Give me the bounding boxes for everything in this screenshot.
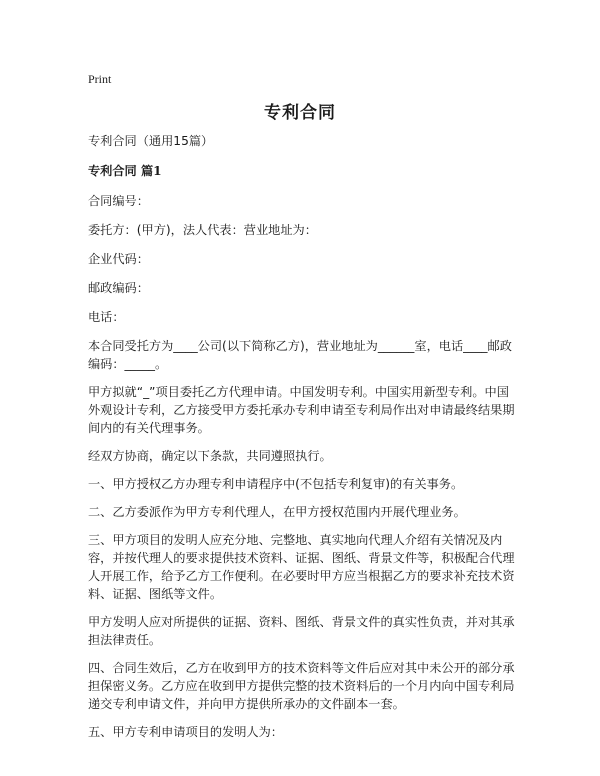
paragraph-contract-number: 合同编号： (88, 194, 149, 208)
document-body (88, 132, 518, 751)
document-subtitle: 专利合同（通用15篇） (88, 134, 214, 148)
paragraph-client: 委托方：(甲方)，法人代表：营业地址为： (88, 223, 317, 237)
paragraph-clause-5: 五、甲方专利申请项目的发明人为： (88, 725, 283, 739)
paragraph-clause-1: 一、甲方授权乙方办理专利申请程序中(不包括专利复审)的有关事务。 (88, 477, 464, 491)
paragraph-phone: 电话： (88, 310, 125, 324)
document-title: 专利合同 (264, 103, 336, 123)
paragraph-enterprise-code: 企业代码： (88, 252, 149, 266)
paragraph-clause-2: 二、乙方委派作为甲方专利代理人，在甲方授权范围内开展代理业务。 (88, 505, 466, 519)
print-label: Print (88, 72, 112, 86)
paragraph-agreement: 经双方协商，确定以下条款，共同遵照执行。 (88, 449, 332, 463)
paragraph-commission: 甲方拟就“_”项目委托乙方代理申请。中国发明专利。中国实用新型专利。中国外观设计专利，乙方接受甲方委托承办专利申请至专利局作出对申请最终结果期间内的有关代理事务。 (88, 385, 515, 435)
paragraph-clause-3: 三、甲方项目的发明人应充分地、完整地、真实地向代理人介绍有关情况及内容，并按代理人的要求提供技术资料、证据、图纸、背景文件等，积极配合代理人开展工作，给予乙方工作便利。在必要时甲方应当根据乙方的要求补充技术资料、证据、图纸等文件。 (88, 533, 515, 601)
section-heading: 专利合同 篇1 (88, 164, 162, 178)
paragraph-postal-code: 邮政编码： (88, 281, 149, 295)
paragraph-inventor-responsibility: 甲方发明人应对所提供的证据、资料、图纸、背景文件的真实性负责，并对其承担法律责任。 (88, 615, 515, 647)
paragraph-clause-4: 四、合同生效后，乙方在收到甲方的技术资料等文件后应对其中未公开的部分承担保密义务。乙方应在收到甲方提供完整的技术资料后的一个月内向中国专利局递交专利申请文件，并向甲方提供所承办的文件副本一套。 (88, 661, 515, 711)
paragraph-trustee: 本合同受托方为____公司(以下简称乙方)，营业地址为______室，电话____邮政编码：_____。 (88, 339, 512, 371)
